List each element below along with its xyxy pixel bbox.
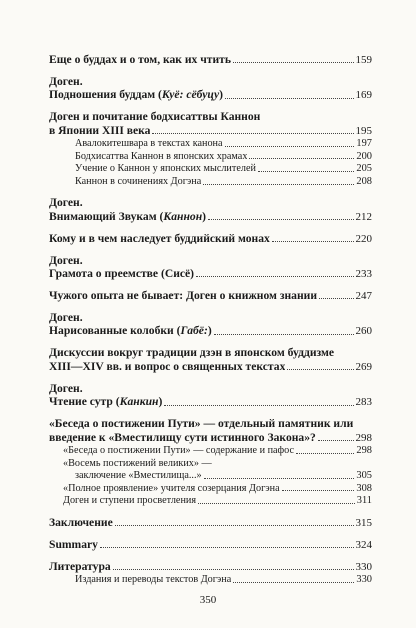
toc-subentry-title: Бодхисаттва Каннон в японских храмах — [75, 150, 248, 162]
dot-leader — [100, 546, 354, 548]
page-number: 350 — [199, 594, 217, 606]
toc-entry — [49, 516, 372, 530]
toc-page-number: 260 — [355, 325, 372, 338]
toc-entry — [49, 289, 372, 303]
dot-leader — [198, 502, 355, 504]
toc-page-number: 233 — [355, 268, 372, 280]
toc-entry — [49, 110, 372, 138]
toc-page-number: 205 — [356, 163, 372, 175]
toc-page-number: 324 — [355, 538, 372, 551]
toc-entry-author: Доген. — [49, 75, 83, 88]
toc-entry-title: Доген и почитание бодхисаттвы Каннон — [49, 110, 261, 124]
dot-leader — [115, 524, 354, 526]
toc-page-number: 305 — [356, 470, 372, 482]
toc-page-number: 247 — [355, 290, 372, 302]
toc-page-number: 283 — [355, 396, 372, 409]
dot-leader — [296, 452, 354, 454]
toc-page-number: 212 — [355, 210, 372, 223]
dot-leader — [204, 477, 355, 479]
toc-page-number: 197 — [356, 138, 372, 150]
toc-subentry — [49, 445, 372, 458]
toc-entry — [49, 382, 372, 410]
dot-leader — [225, 145, 355, 147]
toc-entry-title-cont: в Японии XIII века — [49, 123, 151, 137]
toc-subentry-title: «Полное проявление» учителя созерцания Догэна — [63, 482, 280, 494]
toc-subentry — [49, 483, 372, 496]
dot-leader — [152, 132, 353, 134]
toc-entry-title: Нарисованные колобки (Габё:) — [49, 324, 212, 338]
dot-leader — [233, 61, 354, 63]
toc-entry — [49, 75, 372, 103]
toc-subentry-title-cont: заключение «Вместилища...» — [75, 470, 202, 482]
toc-entry — [49, 232, 372, 246]
toc-entry — [49, 311, 372, 339]
dot-leader — [164, 404, 353, 406]
toc-entry-title: Чтение сутр (Канкин) — [49, 395, 163, 409]
toc-entry-title: Литература — [49, 559, 111, 573]
dot-leader — [214, 333, 354, 335]
dot-leader — [258, 170, 354, 172]
table-of-contents — [49, 53, 372, 587]
toc-page-number: 315 — [355, 516, 372, 529]
toc-entry-title: Заключение — [49, 515, 113, 529]
toc-subentry — [49, 574, 372, 587]
toc-entry — [49, 196, 372, 224]
toc-subentry-title: «Восемь постижений великих» — — [63, 457, 212, 469]
toc-entry-title: Еще о буддах и о том, как их чтить — [49, 53, 231, 66]
toc-entry — [49, 53, 372, 67]
toc-entry-author: Доген. — [49, 381, 83, 395]
dot-leader — [282, 489, 355, 491]
toc-entry — [49, 560, 372, 574]
toc-subentry-title: «Беседа о постижении Пути» — содержание и пафос — [63, 445, 295, 457]
toc-page-number: 298 — [355, 431, 372, 444]
toc-entry-title: Грамота о преемстве (Сисё) — [49, 267, 195, 280]
dot-leader — [318, 439, 354, 441]
toc-entry-author: Доген. — [49, 311, 83, 324]
toc-subentry — [49, 176, 372, 189]
toc-entry-title-cont: введение к «Вместилищу сути истинного Закона»? — [49, 430, 316, 444]
toc-page-number: 269 — [355, 360, 372, 373]
dot-leader — [203, 183, 354, 185]
dot-leader — [319, 297, 353, 299]
toc-page-number: 330 — [355, 560, 372, 573]
toc-entry-title: Подношения буддам (Куё: сёбуцу) — [49, 88, 224, 102]
dot-leader — [196, 275, 353, 277]
dot-leader — [287, 368, 353, 370]
toc-subentry-title: Каннон в сочинениях Догэна — [75, 176, 202, 187]
toc-subentry — [49, 138, 372, 151]
toc-subentry — [49, 458, 372, 483]
toc-entry — [49, 254, 372, 282]
dot-leader — [233, 581, 354, 583]
toc-page-number: 298 — [356, 445, 372, 457]
toc-entry-title-cont: XIII—XIV вв. и вопрос о священных текстах — [49, 359, 286, 373]
toc-subentry-title: Авалокитешвара в текстах канона — [75, 138, 223, 150]
toc-page-number: 220 — [355, 232, 372, 245]
toc-entry-author: Доген. — [49, 253, 83, 267]
dot-leader — [272, 240, 354, 242]
toc-entry-title: Чужого опыта не бывает: Доген о книжном знании — [49, 289, 318, 302]
toc-entry-author: Доген. — [49, 196, 83, 210]
toc-entry-title: «Беседа о постижении Пути» — отдельный памятник или — [49, 417, 354, 431]
toc-subentry — [49, 163, 372, 176]
dot-leader — [113, 568, 354, 570]
toc-subentry — [49, 151, 372, 164]
toc-subentry-title: Учение о Каннон у японских мыслителей — [75, 163, 256, 175]
toc-page-number: 195 — [355, 124, 372, 137]
toc-page-number: 159 — [355, 54, 372, 66]
toc-entry-title: Внимающий Звукам (Каннон) — [49, 209, 207, 223]
toc-subentry-title: Издания и переводы текстов Догэна — [75, 574, 232, 585]
toc-entry — [49, 346, 372, 374]
toc-subentry — [49, 495, 372, 508]
toc-page-number: 200 — [356, 150, 372, 162]
toc-page-number: 208 — [356, 176, 372, 187]
toc-page-number: 311 — [356, 495, 372, 507]
toc-page-number: 169 — [355, 89, 372, 102]
toc-entry-title: Summary — [49, 537, 98, 551]
toc-entry — [49, 417, 372, 445]
toc-page-number: 330 — [356, 574, 372, 585]
dot-leader — [225, 97, 353, 99]
toc-subentry-title: Доген и ступени просветления — [63, 495, 197, 507]
toc-entry — [49, 538, 372, 552]
toc-page-number: 308 — [356, 482, 372, 494]
toc-entry-title: Дискуссии вокруг традиции дзэн в японском буддизме — [49, 346, 335, 360]
dot-leader — [249, 157, 354, 159]
dot-leader — [208, 218, 353, 220]
toc-entry-title: Кому и в чем наследует буддийский монах — [49, 231, 270, 245]
